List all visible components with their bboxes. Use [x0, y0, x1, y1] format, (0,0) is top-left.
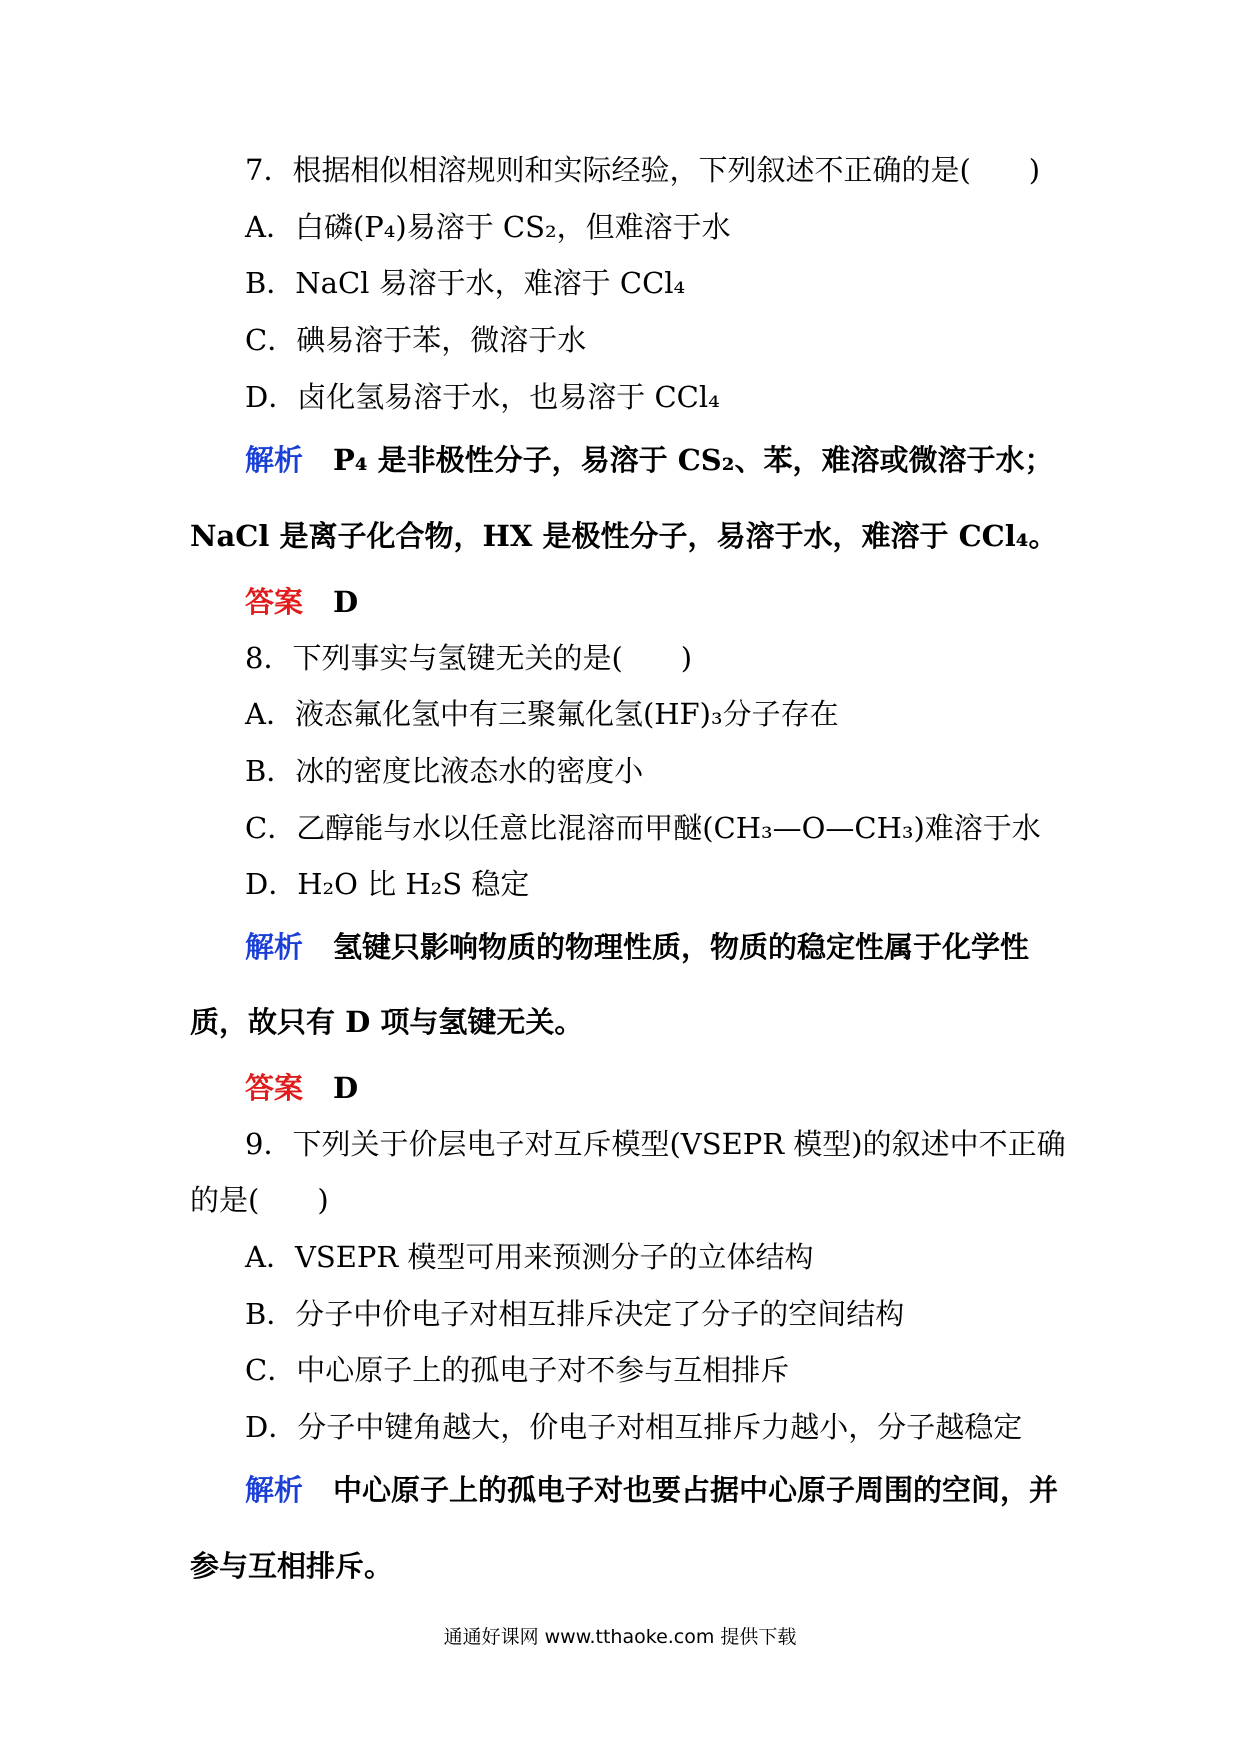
analysis-text: P₄ 是非极性分子，易溶于 CS₂、苯，难溶或微溶于水；: [333, 443, 1054, 477]
question-9-stem-continued: 的是( ): [190, 1183, 329, 1217]
question-7-option-b: B．NaCl 易溶于水，难溶于 CCl₄: [245, 266, 686, 300]
analysis-text: 中心原子上的孤电子对也要占据中心原子周围的空间，并: [333, 1473, 1059, 1507]
question-9-option-b: B．分子中价电子对相互排斥决定了分子的空间结构: [245, 1297, 905, 1331]
question-8-stem: 8．下列事实与氢键无关的是( ): [245, 641, 693, 675]
question-8-option-d: D．H₂O 比 H₂S 稳定: [245, 867, 530, 901]
question-7-option-c: C．碘易溶于苯，微溶于水: [245, 323, 587, 357]
question-9-option-a: A．VSEPR 模型可用来预测分子的立体结构: [245, 1240, 814, 1274]
question-9-stem: 9．下列关于价层电子对互斥模型(VSEPR 模型)的叙述中不正确: [245, 1127, 1066, 1161]
question-7-option-a: A．白磷(P₄)易溶于 CS₂，但难溶于水: [245, 210, 731, 244]
question-8-option-c: C．乙醇能与水以任意比混溶而甲醚(CH₃—O—CH₃)难溶于水: [245, 811, 1041, 845]
question-7-option-d: D．卤化氢易溶于水，也易溶于 CCl₄: [245, 380, 720, 414]
question-8-analysis: [245, 927, 1029, 967]
question-7-analysis-continued: NaCl 是离子化合物，HX 是极性分子，易溶于水，难溶于 CCl₄。: [190, 519, 1058, 553]
question-7-answer: [245, 582, 358, 622]
analysis-text: 氢键只影响物质的物理性质，物质的稳定性属于化学性: [333, 930, 1030, 964]
question-7-stem: 7．根据相似相溶规则和实际经验，下列叙述不正确的是( ): [245, 153, 1041, 187]
analysis-label: 解析: [245, 443, 304, 477]
question-8-analysis-continued: 质，故只有 D 项与氢键无关。: [190, 1005, 584, 1039]
question-9-option-d: D．分子中键角越大，价电子对相互排斥力越小，分子越稳定: [245, 1410, 1023, 1444]
question-8-answer: [245, 1068, 358, 1108]
answer-value: D: [333, 585, 359, 619]
answer-value: D: [333, 1071, 359, 1105]
question-9-analysis-continued: 参与互相排斥。: [190, 1549, 394, 1583]
question-9-option-c: C．中心原子上的孤电子对不参与互相排斥: [245, 1353, 790, 1387]
answer-label: 答案: [245, 1071, 304, 1105]
question-7-analysis: [245, 440, 1053, 480]
page-footer: 通通好课网 www.tthaoke.com 提供下载: [443, 1626, 797, 1648]
question-8-option-a: A．液态氟化氢中有三聚氟化氢(HF)₃分子存在: [245, 697, 839, 731]
answer-label: 答案: [245, 585, 304, 619]
analysis-label: 解析: [245, 930, 304, 964]
question-9-analysis: [245, 1470, 1058, 1510]
analysis-label: 解析: [245, 1473, 304, 1507]
question-8-option-b: B．冰的密度比液态水的密度小: [245, 754, 644, 788]
